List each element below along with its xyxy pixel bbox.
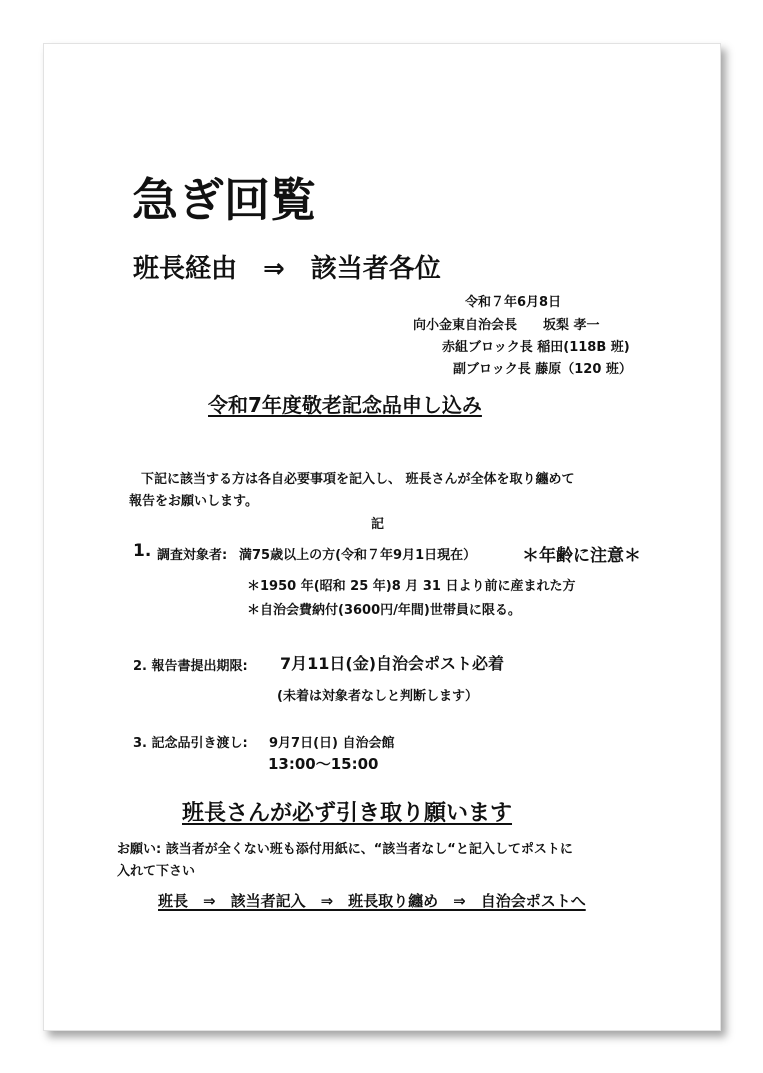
item3-time: 13:00～15:00 <box>268 755 379 773</box>
pickup-notice: 班長さんが必ず引き取り願います <box>182 801 513 826</box>
item1-sub-membership: ＊自治会費納付(3600円/年間)世帯員に限る。 <box>247 603 521 618</box>
item2-deadline: 7月11日(金)自治会ポスト必着 <box>280 654 505 673</box>
ki-marker: 記 <box>371 517 385 532</box>
item1-age-note: ＊年齢に注意＊ <box>522 546 641 566</box>
issue-date: 令和７年6月8日 <box>465 295 562 310</box>
item1-label: 調査対象者: <box>157 548 228 563</box>
item2-note: (未着は対象者なしと判断します） <box>277 689 478 704</box>
circular-document <box>43 43 721 1031</box>
item3-label: 3. 記念品引き渡し: <box>133 736 248 751</box>
item2-label: 2. 報告書提出期限: <box>133 659 248 674</box>
sender-chairman: 向小金東自治会長 坂梨 孝一 <box>413 318 600 333</box>
item3-date-place: 9月7日(日) 自治会館 <box>269 736 395 751</box>
main-heading: 令和7年度敬老記念品申し込み <box>208 393 482 417</box>
document-title: 急ぎ回覧 <box>132 173 316 227</box>
item1-text: 満75歳以上の方(令和７年9月1日現在） <box>239 548 477 563</box>
item1-sub-birthdate: ＊1950 年(昭和 25 年)8 月 31 日より前に産まれた方 <box>247 579 576 594</box>
submission-flow: 班長 ⇒ 該当者記入 ⇒ 班長取り纏め ⇒ 自治会ポストへ <box>158 892 586 910</box>
sender-vice-block-leader: 副ブロック長 藤原（120 班） <box>453 362 632 377</box>
request-text-line1: お願い: 該当者が全くない班も添付用紙に、“該当者なし“と記入してポストに <box>117 842 573 857</box>
item1-number: 1. <box>133 541 152 561</box>
document-subtitle: 班長経由 ⇒ 該当者各位 <box>133 254 441 284</box>
intro-text-line1: 下記に該当する方は各自必要事項を記入し、 班長さんが全体を取り纏めて <box>141 472 575 487</box>
intro-text-line2: 報告をお願いします。 <box>129 494 258 509</box>
sender-block-leader: 赤組ブロック長 稲田(118B 班) <box>442 340 630 355</box>
request-text-line2: 入れて下さい <box>117 864 196 879</box>
